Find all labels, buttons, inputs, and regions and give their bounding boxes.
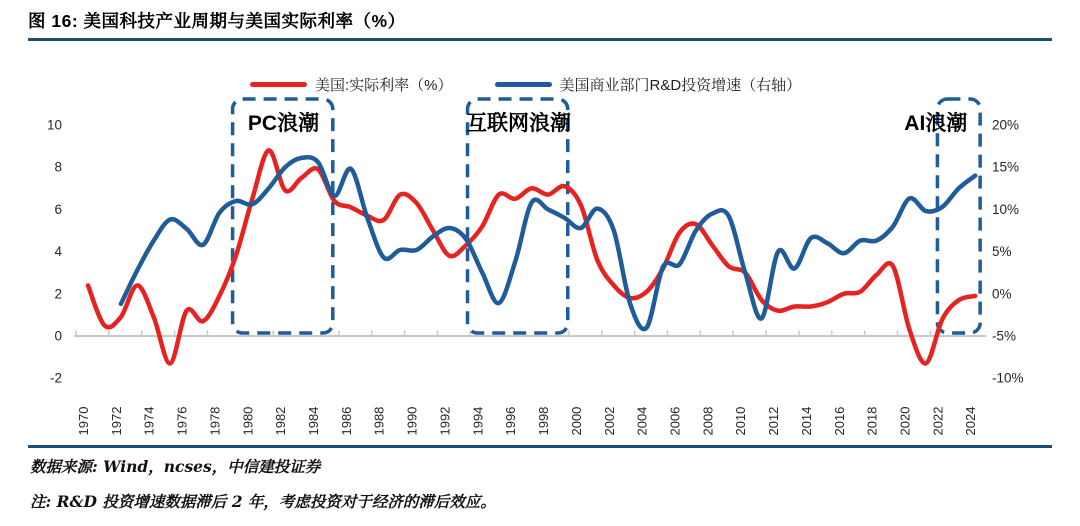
y-axis-left-label: -2 [49,370,62,386]
wave-box [937,99,980,333]
rd-growth-line [121,157,975,329]
x-axis-label: 1970 [76,406,91,436]
y-axis-right-label: 0% [992,286,1012,302]
x-axis-label: 2016 [831,406,847,436]
x-axis-label: 1994 [470,406,486,436]
x-axis-label: 2014 [798,406,814,436]
y-axis-left-label: 0 [54,328,62,344]
x-axis-label: 2008 [700,406,716,436]
wave-label: AI浪潮 [904,112,968,135]
y-axis-right-label: 5% [992,244,1012,260]
y-axis-right-label: 20% [992,117,1020,133]
x-axis-label: 1998 [536,406,552,436]
x-axis-label: 1978 [207,406,223,436]
x-axis-label: 2000 [568,406,584,436]
real-rate-line [88,150,975,363]
y-axis-right-label: -5% [992,328,1017,344]
footer-divider [28,445,1052,448]
x-axis-label: 2018 [864,406,880,436]
data-source: 数据来源: Wind，ncses，中信建投证券 [30,457,321,476]
x-axis-label: 2024 [963,406,979,436]
x-axis-label: 2012 [766,406,782,436]
wave-label: 互联网浪潮 [465,112,571,135]
figure-title: 图 16: 美国科技产业周期与美国实际利率（%） [28,11,406,31]
y-axis-right-label: 15% [992,159,1020,175]
x-axis-label: 1984 [306,406,322,436]
x-axis-label: 1990 [404,406,420,436]
x-axis-label: 2022 [930,406,946,436]
x-axis-label: 1982 [273,406,289,436]
y-axis-left-label: 8 [54,159,62,175]
x-axis-label: 2006 [667,406,683,436]
x-axis-label: 1976 [174,406,190,436]
x-axis-label: 2004 [634,406,650,436]
x-axis-label: 1992 [437,406,453,436]
legend-item-real-rate [250,74,453,95]
chart-legend [250,74,801,95]
chart-note: 注: R&D 投资增速数据滞后 2 年，考虑投资对于经济的滞后效应。 [30,492,496,511]
blue-line-swatch [495,82,552,87]
title-divider [28,38,1052,41]
legend-item-rd-growth [495,74,802,95]
red-line-swatch [250,82,307,87]
x-axis-label: 2002 [601,406,617,436]
legend-label-rd-growth: 美国商业部门R&D投资增速（右轴） [559,77,802,94]
wave-box [468,99,568,333]
x-axis-label: 1996 [503,406,519,436]
y-axis-left-label: 6 [54,201,62,217]
x-axis-label: 1972 [108,406,124,436]
x-axis-label: 1974 [141,406,157,436]
x-axis-label: 1988 [371,406,387,436]
y-axis-right-label: 10% [992,201,1020,217]
x-axis-label: 2010 [733,406,749,436]
y-axis-right-label: -10% [992,370,1024,386]
y-axis-left-label: 4 [54,244,62,260]
wave-box [233,99,333,333]
x-axis-label: 2020 [897,406,913,436]
wave-label: PC浪潮 [247,112,320,135]
x-axis-label: 1980 [240,406,256,436]
legend-label-real-rate: 美国:实际利率（%） [315,77,453,94]
x-axis-label: 1986 [338,406,354,436]
y-axis-left-label: 2 [54,286,62,302]
y-axis-left-label: 10 [46,117,62,133]
